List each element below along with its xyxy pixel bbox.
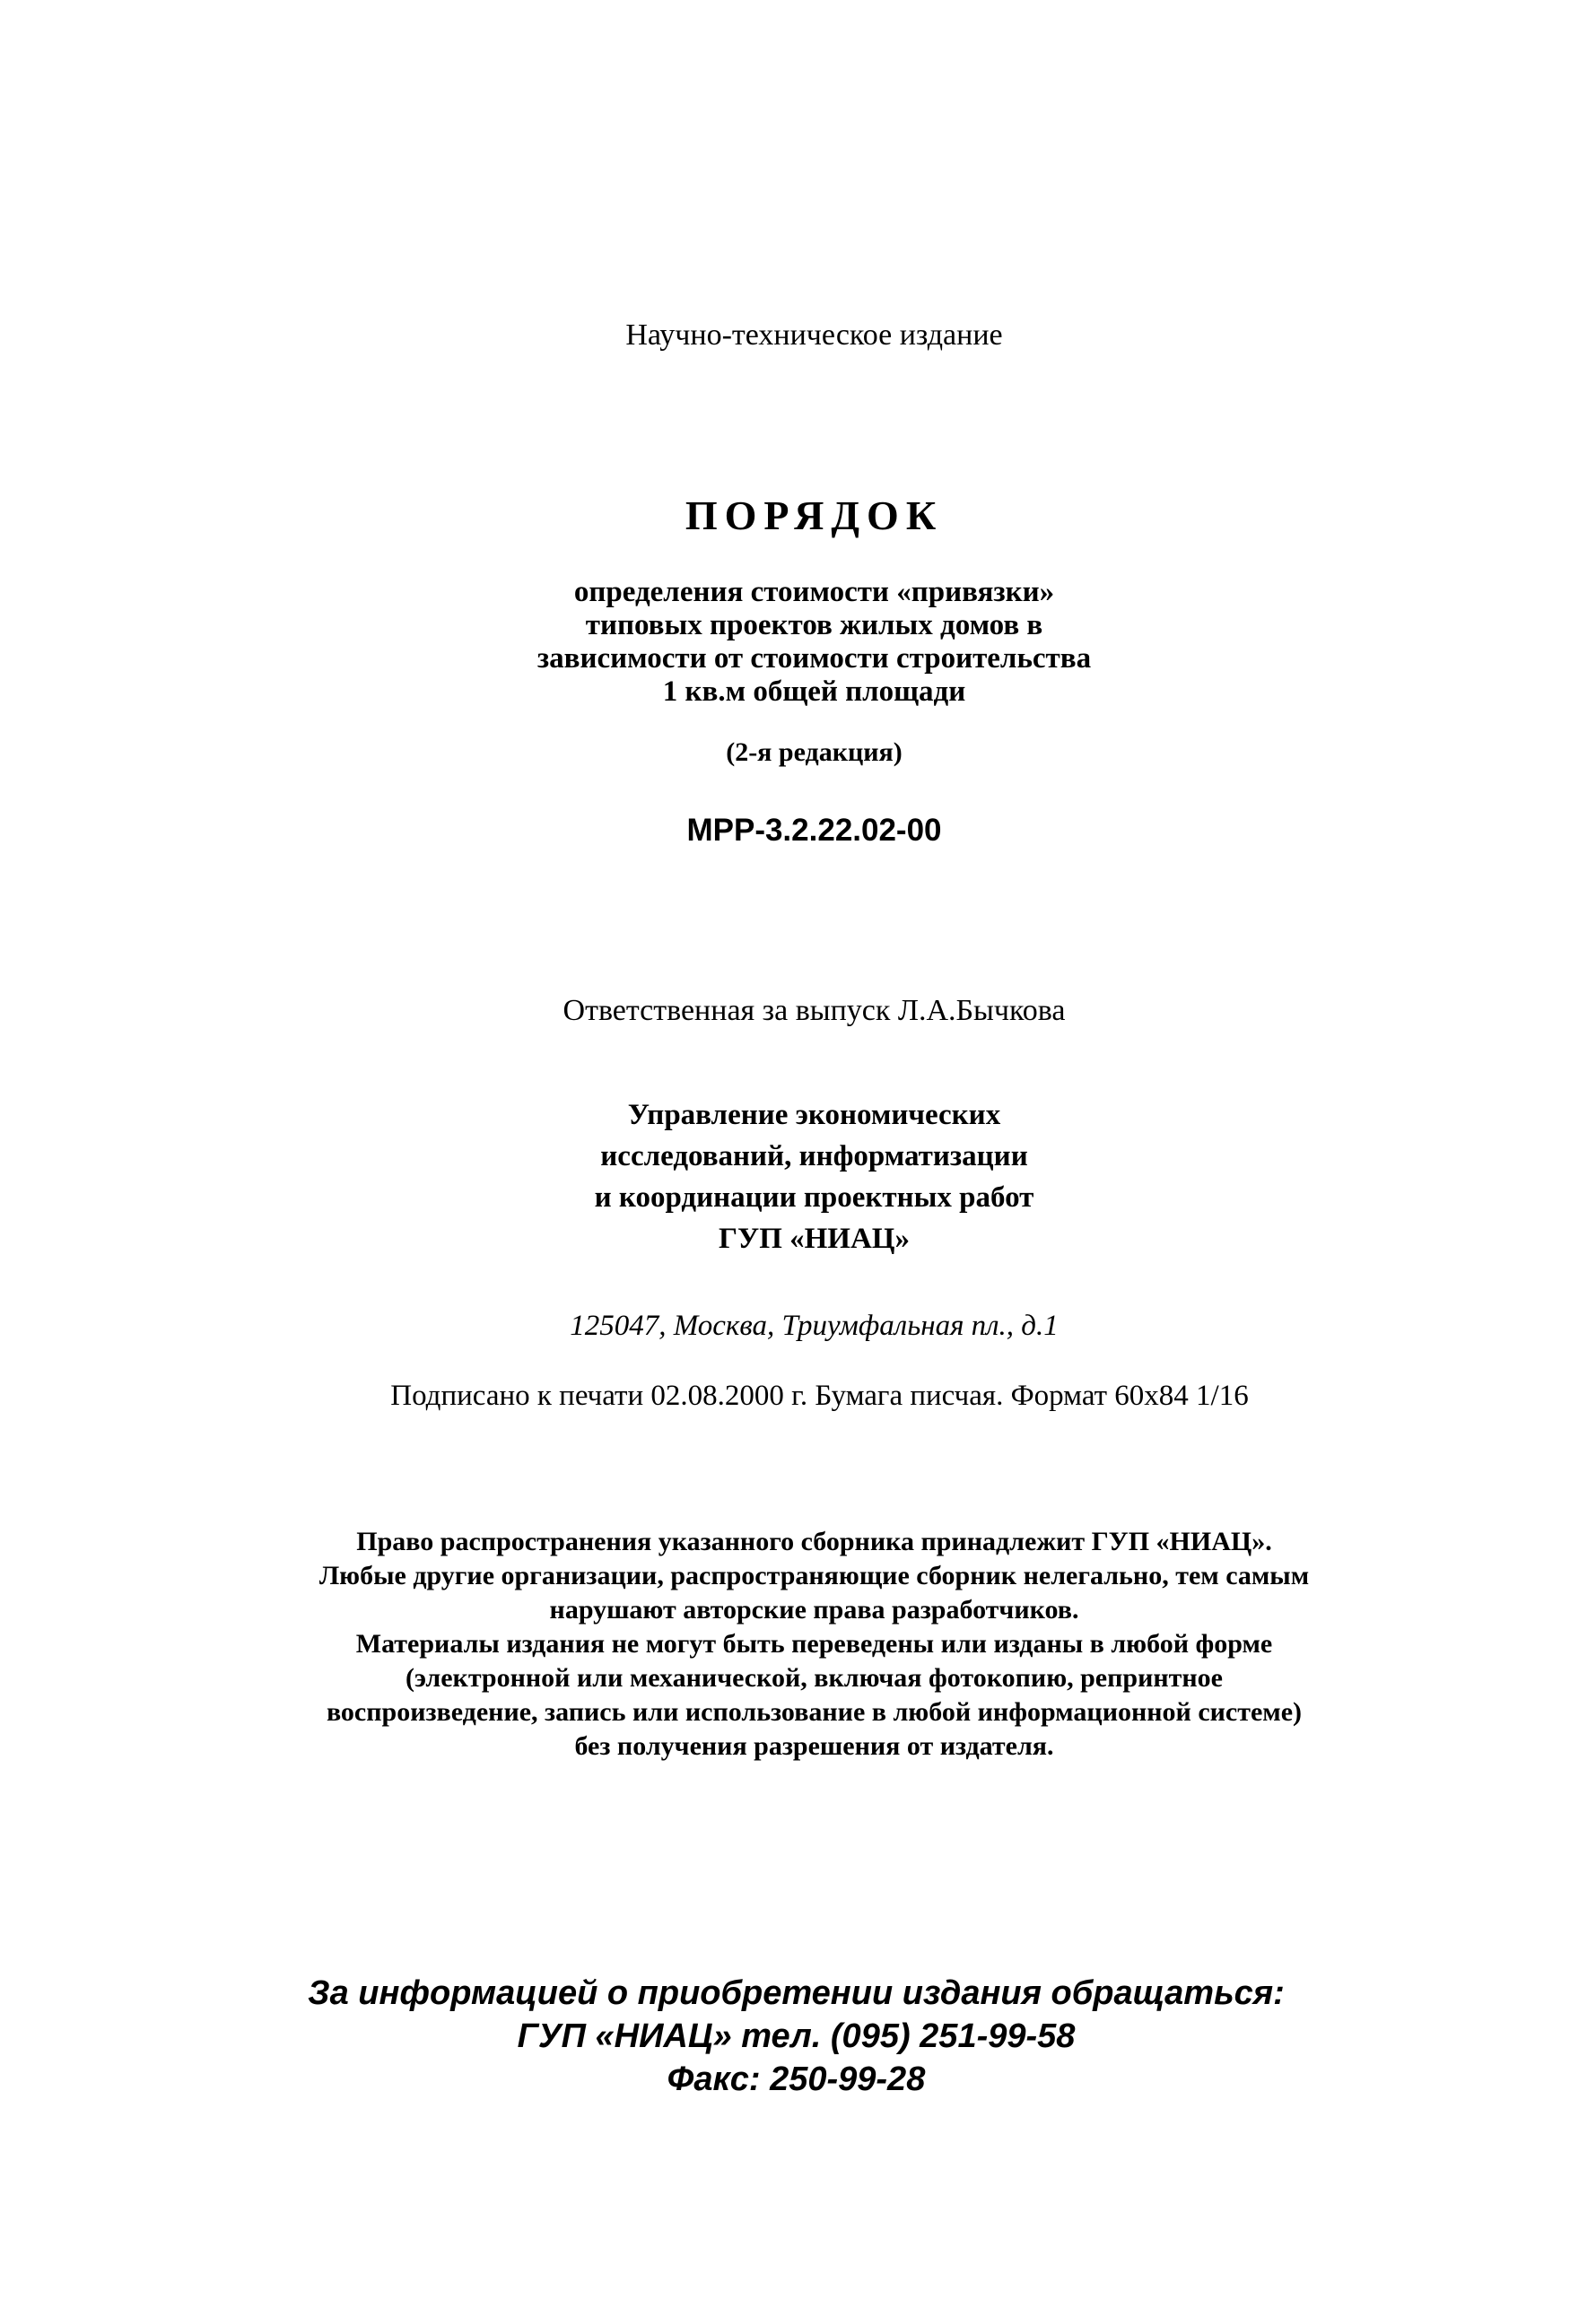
document-code: МРР-3.2.22.02-00 [686,813,942,848]
address: 125047, Москва, Триумфальная пл., д.1 [570,1310,1059,1342]
responsible-person: Ответственная за выпуск Л.А.Бычкова [563,994,1066,1027]
rights-line: нарушают авторские права разработчиков. [549,1595,1079,1625]
subtitle-line: определения стоимости «привязки» [573,576,1055,608]
contact-info [0,1972,1594,2101]
redaction-label: (2-я редакция) [726,737,903,767]
print-info: Подписано к печати 02.08.2000 г. Бумага писчая. Формат 60х84 1/16 [390,1380,1249,1412]
contact-line: За информацией о приобретении издания обращаться: [308,1974,1285,2012]
subtitle-line: 1 кв.м общей площади [662,675,966,708]
rights-notice [16,1525,1596,1764]
rights-line: без получения разрешения от издателя. [574,1731,1054,1761]
rights-line: Материалы издания не могут быть переведены или изданы в любой форме [355,1629,1273,1659]
contact-fax: Факс: 250-99-28 [667,2060,926,2098]
contact-phone: ГУП «НИАЦ» тел. (095) 251-99-58 [517,2017,1076,2055]
rights-line: (электронной или механической, включая фотокопию, репринтное [405,1663,1223,1693]
organization-line: ГУП «НИАЦ» [719,1223,910,1255]
organization-line: исследований, информатизации [600,1140,1028,1172]
document-subtitle [16,576,1596,709]
organization-block [16,1094,1596,1259]
organization-line: Управление экономических [627,1099,1001,1131]
rights-line: Право распространения указанного сборника принадлежит ГУП «НИАЦ». [356,1527,1272,1556]
organization-line: и координации проектных работ [594,1181,1034,1214]
rights-line: Любые другие организации, распространяющие сборник нелегально, тем самым [318,1561,1310,1590]
subtitle-line: типовых проектов жилых домов в [585,609,1043,641]
document-title: ПОРЯДОК [685,492,944,538]
subtitle-line: зависимости от стоимости строительства [536,642,1092,675]
rights-line: воспроизведение, запись или использование в любой информационной системе) [326,1697,1303,1727]
edition-type: Научно-техническое издание [625,318,1003,352]
